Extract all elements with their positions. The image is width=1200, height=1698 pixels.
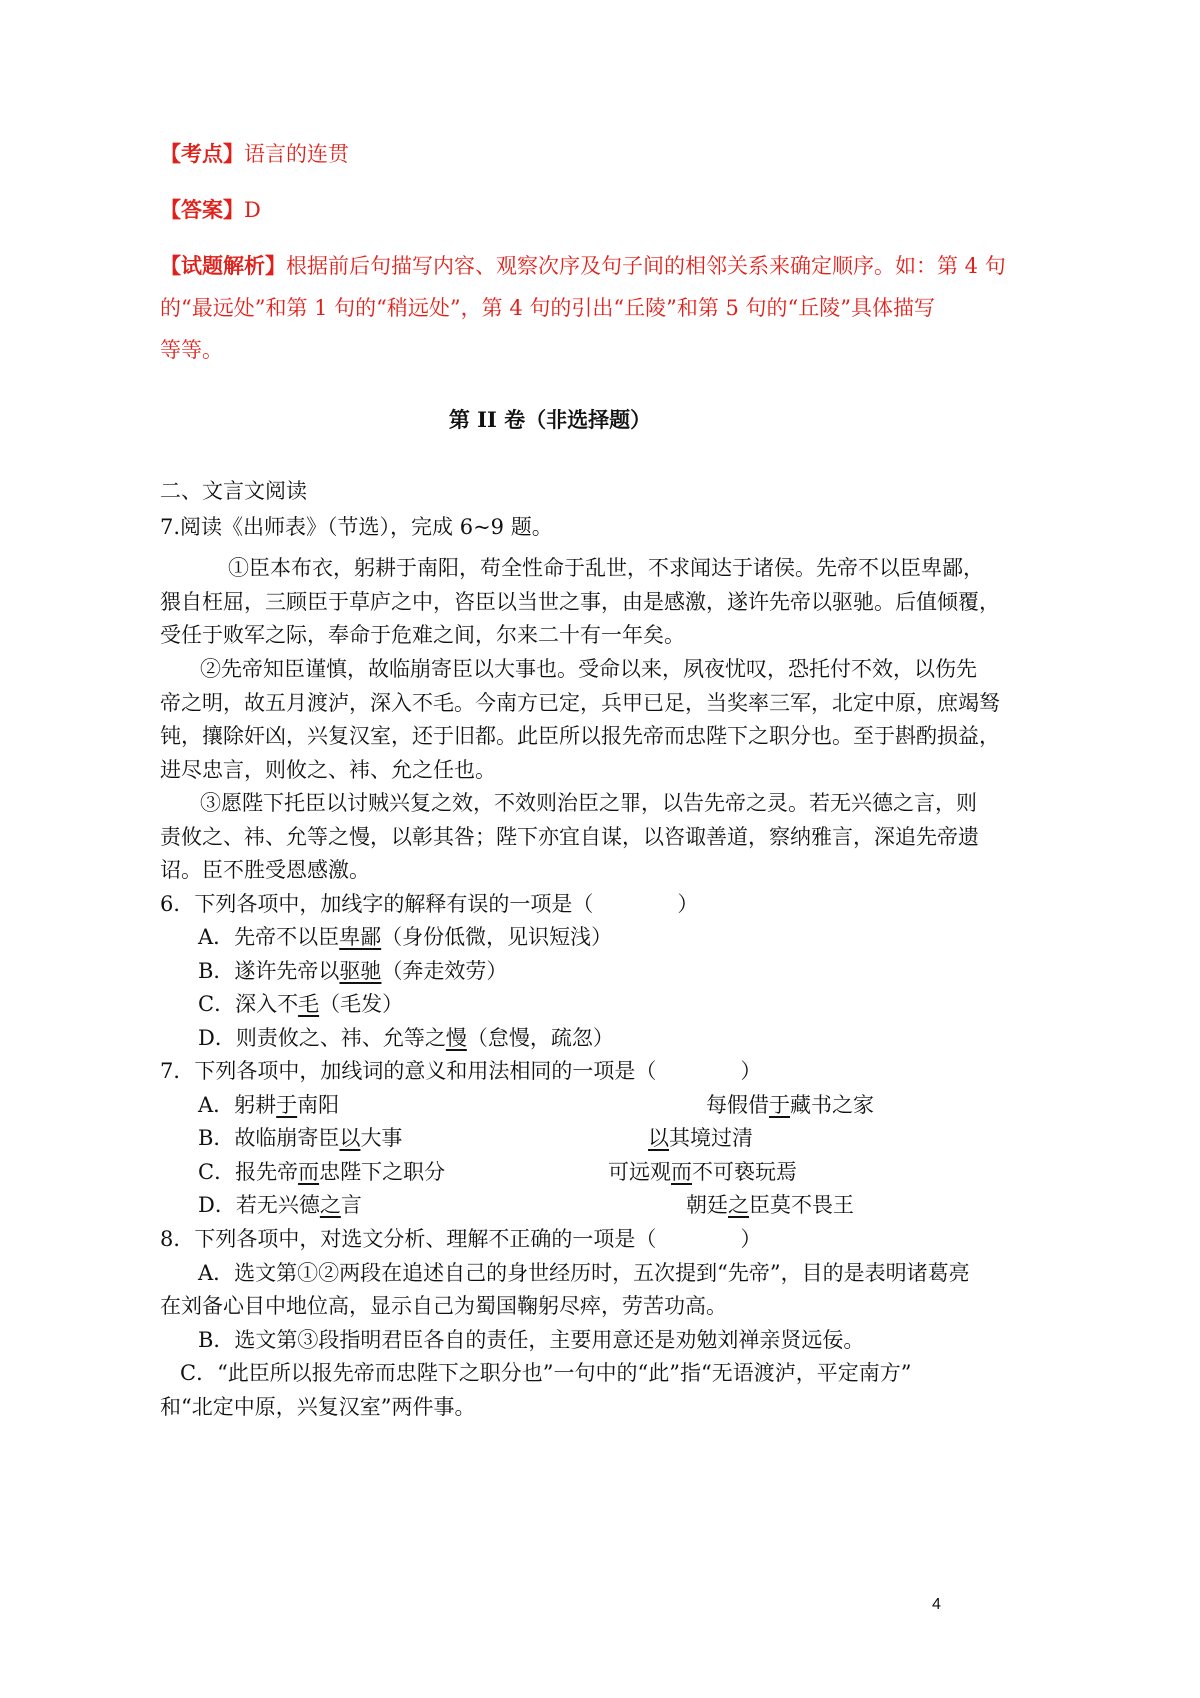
q7-b-left-pre: B．故临崩寄臣	[198, 1126, 340, 1150]
q7-d-right-post: 臣莫不畏王	[749, 1193, 854, 1217]
page-number: 4	[932, 1596, 941, 1613]
q7-d-right-pre: 朝廷	[686, 1193, 728, 1217]
q7-stem: 7．下列各项中，加线词的意义和用法相同的一项是（ ）	[160, 1059, 762, 1083]
q6-b-pre: B．遂许先帝以	[198, 959, 340, 983]
q6-stem: 6．下列各项中，加线字的解释有误的一项是（ ）	[160, 892, 699, 916]
q6-b-underlined: 驱驰	[339, 959, 382, 983]
q6-b-post: （奔走效劳）	[381, 959, 508, 983]
daan-line	[160, 195, 261, 225]
passage-line-8: ③愿陛下托臣以讨贼兴复之效，不效则治臣之罪，以告先帝之灵。若无兴德之言，则	[200, 791, 977, 815]
q7-b-right-post: 其境过清	[669, 1126, 753, 1150]
daan-label: 【答案】	[160, 197, 244, 222]
jiexi-line-3: 等等。	[160, 338, 223, 362]
q6-option-c	[198, 989, 403, 1019]
q7-c-left-underlined: 而	[298, 1160, 320, 1184]
q6-option-d	[198, 1023, 614, 1053]
q6-c-pre: C．深入不	[198, 992, 299, 1016]
q6-d-pre: D．则责攸之、祎、允等之	[198, 1026, 446, 1050]
q7-a-left-post: 南阳	[297, 1093, 340, 1117]
q7-b-left-post: 大事	[360, 1126, 403, 1150]
q7-option-a-right	[706, 1090, 874, 1120]
q8-option-c-line-1: C．“此臣所以报先帝而忠陛下之职分也”一句中的“此”指“无语渡泸，平定南方”	[180, 1361, 912, 1385]
q7-option-c-left	[198, 1157, 445, 1187]
q7-c-left-post: 忠陛下之职分	[319, 1160, 446, 1184]
q7-d-right-underlined: 之	[728, 1193, 749, 1217]
q7-d-left-underlined: 之	[319, 1193, 341, 1217]
passage-line-1: ①臣本布衣，躬耕于南阳，苟全性命于乱世，不求闻达于诸侯。先帝不以臣卑鄙，	[228, 556, 984, 580]
q8-stem: 8．下列各项中，对选文分析、理解不正确的一项是（ ）	[160, 1227, 762, 1251]
q7-option-b-left	[198, 1123, 402, 1153]
q7-option-d-right	[686, 1190, 854, 1220]
q7-d-left-post: 言	[340, 1193, 362, 1217]
q7-a-left-underlined: 于	[276, 1093, 298, 1117]
q6-c-underlined: 毛	[298, 992, 320, 1016]
passage-line-2: 猥自枉屈，三顾臣于草庐之中，咨臣以当世之事，由是感激，遂许先帝以驱驰。后值倾覆，	[160, 590, 1000, 614]
q7-c-right-post: 不可亵玩焉	[692, 1160, 797, 1184]
q7-a-right-post: 藏书之家	[790, 1093, 874, 1117]
passage-line-10: 诏。臣不胜受恩感激。	[160, 858, 370, 882]
q7-d-left-pre: D．若无兴德	[198, 1193, 320, 1217]
section-title: 第 II 卷（非选择题）	[448, 407, 652, 432]
q7-c-left-pre: C．报先帝	[198, 1160, 299, 1184]
q6-d-underlined: 慢	[445, 1026, 467, 1050]
q8-option-a-line-1: A．选文第①②两段在追述自己的身世经历时，五次提到“先帝”，目的是表明诸葛亮	[198, 1261, 970, 1285]
q7-b-left-underlined: 以	[339, 1126, 361, 1150]
q7-a-right-pre: 每假借	[706, 1093, 769, 1117]
q7-a-left-pre: A．躬耕	[198, 1093, 277, 1117]
jiexi-text-1: 根据前后句描写内容、观察次序及句子间的相邻关系来确定顺序。如：第 4 句	[286, 254, 1006, 278]
q7-option-b-right	[648, 1123, 753, 1153]
jiexi-line-1	[160, 251, 1006, 281]
passage-line-7: 进尽忠言，则攸之、袆、允之任也。	[160, 758, 496, 782]
passage-line-9: 责攸之、祎、允等之慢，以彰其咎；陛下亦宜自谋，以咨诹善道，察纳雅言，深追先帝遗	[160, 825, 979, 849]
q6-a-pre: A．先帝不以臣	[198, 925, 340, 949]
q7-c-right-pre: 可远观	[608, 1160, 671, 1184]
kaodian-label: 【考点】	[160, 141, 244, 166]
q8-option-a-line-2: 在刘备心目中地位高，显示自己为蜀国鞠躬尽瘁，劳苦功高。	[160, 1294, 727, 1318]
jiexi-line-2: 的“最远处”和第 1 句的“稍远处”，第 4 句的引出“丘陵”和第 5 句的“丘陵”具体描写	[160, 296, 936, 320]
q6-c-post: （毛发）	[319, 992, 404, 1016]
q7-b-right-underlined: 以	[648, 1126, 669, 1150]
part-heading: 二、文言文阅读	[160, 479, 307, 503]
reading-intro: 7.阅读《出师表》（节选），完成 6~9 题。	[160, 515, 553, 539]
passage-line-4: ②先帝知臣谨慎，故临崩寄臣以大事也。受命以来，夙夜忧叹，恐托付不效，以伤先	[200, 657, 977, 681]
passage-line-6: 钝，攘除奸凶，兴复汉室，还于旧都。此臣所以报先帝而忠陛下之职分也。至于斟酌损益，	[160, 724, 1000, 748]
q7-option-c-right	[608, 1157, 797, 1187]
q7-c-right-underlined: 而	[671, 1160, 692, 1184]
q6-option-b	[198, 956, 507, 986]
q6-option-a	[198, 922, 612, 952]
q6-a-post: （身份低微，见识短浅）	[381, 925, 613, 949]
kaodian-text: 语言的连贯	[244, 142, 349, 166]
jiexi-label: 【试题解析】	[160, 253, 286, 278]
daan-text: D	[244, 198, 261, 222]
q7-a-right-underlined: 于	[769, 1093, 790, 1117]
passage-line-5: 帝之明，故五月渡泸，深入不毛。今南方已定，兵甲已足，当奖率三军，北定中原，庶竭驽	[160, 691, 1000, 715]
passage-line-3: 受任于败军之际，奉命于危难之间，尔来二十有一年矣。	[160, 623, 685, 647]
q6-a-underlined: 卑鄙	[339, 925, 382, 949]
q7-option-a-left	[198, 1090, 339, 1120]
kaodian-line	[160, 139, 349, 169]
q6-d-post: （怠慢，疏忽）	[466, 1026, 614, 1050]
q8-option-b: B．选文第③段指明君臣各自的责任，主要用意还是劝勉刘禅亲贤远佞。	[198, 1328, 865, 1352]
q7-option-d-left	[198, 1190, 362, 1220]
q8-option-c-line-2: 和“北定中原，兴复汉室”两件事。	[160, 1395, 476, 1419]
